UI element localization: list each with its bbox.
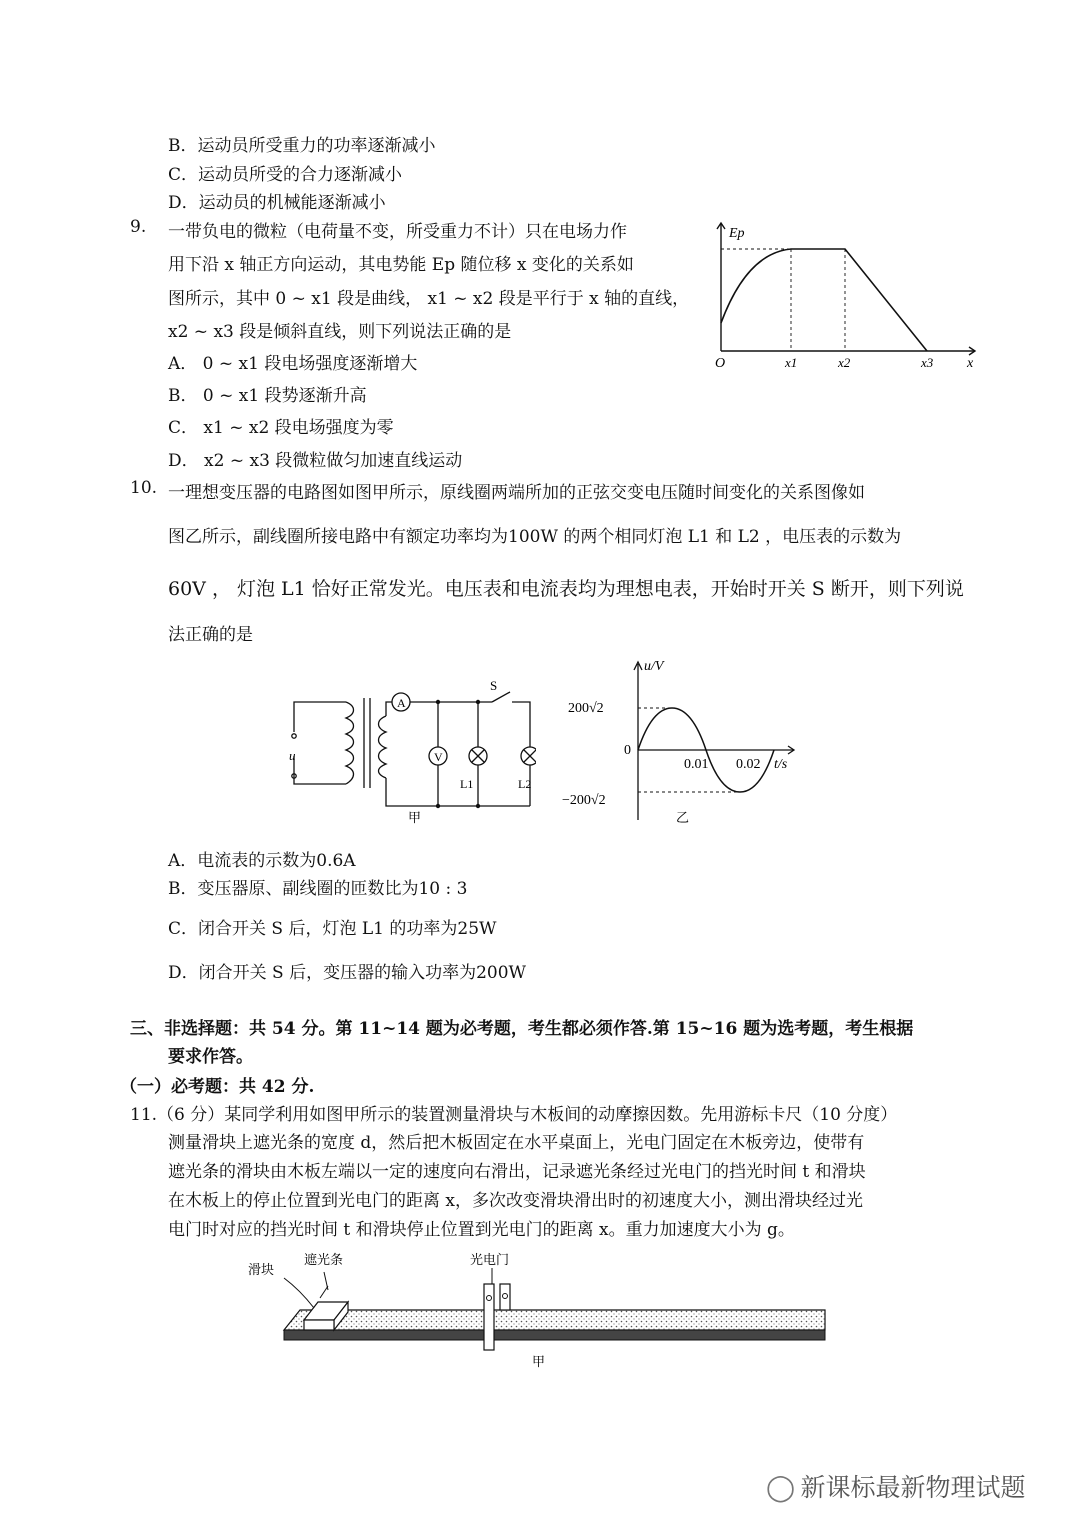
q9-line2: 用下沿 x 轴正方向运动，其电势能 Ep 随位移 x 变化的关系如 [168,255,634,275]
circuit-u-label: u [289,748,296,763]
q11-line1: 11.（6 分）某同学利用如图甲所示的装置测量滑块与木板间的动摩擦因数。先用游标卡尺（10 分度） [130,1105,898,1125]
q10-option-a: A．电流表的示数为0.6A [168,851,356,871]
q9-number: 9. [130,217,147,237]
q9-graph-ylabel: Ep [729,226,745,241]
ammeter-symbol: A [397,696,406,710]
lamp-l2-label: L2 [518,777,532,791]
wave-t1: 0.01 [684,757,709,772]
q9-graph-tick-x2: x2 [838,355,851,370]
section3-heading-line2: 要求作答。 [168,1047,253,1067]
q9-option-c: C． x1 ~ x2 段电场强度为零 [168,418,394,438]
q11-line5: 电门时对应的挡光时间 t 和滑块停止位置到光电门的距离 x。重力加速度大小为 g。 [168,1220,795,1240]
q8-option-c: C．运动员所受的合力逐渐减小 [168,165,403,185]
q11-line4: 在木板上的停止位置到光电门的距离 x，多次改变滑块滑出时的初速度大小，测出滑块经过光 [168,1191,863,1211]
q10-line1: 一理想变压器的电路图如图甲所示，原线圈两端所加的正弦交变电压随时间变化的关系图像如 [168,483,865,503]
wave-t2: 0.02 [736,757,761,772]
q9-ep-graph [705,215,985,370]
q11-apparatus-figure [240,1250,830,1370]
q9-graph-tick-x1: x1 [785,355,798,370]
strip-label: 遮光条 [304,1252,344,1267]
q9-graph-tick-x3: x3 [921,355,934,370]
q9-line1: 一带负电的微粒（电荷量不变，所受重力不计）只在电场力作 [168,222,627,242]
wave-ymin: −200√2 [562,793,606,808]
circuit-caption: 甲 [408,810,422,825]
voltmeter-symbol: V [434,750,443,764]
watermark [766,1468,1026,1504]
section3-heading-line1: 三、非选择题：共 54 分。第 11~14 题为必考题，考生都必须作答.第 15~16 题为选考题，考生根据 [130,1019,914,1039]
q8-option-d: D．运动员的机械能逐渐减小 [168,193,386,213]
q10-option-b: B．变压器原、副线圈的匝数比为10 : 3 [168,879,468,899]
wave-ymax: 200√2 [568,701,604,716]
q9-option-a: A． 0 ~ x1 段电场强度逐渐增大 [168,354,418,374]
q10-line2: 图乙所示，副线圈所接电路中有额定功率均为100W 的两个相同灯泡 L1 和 L2 ，电压表的示数为 [168,527,902,547]
q9-graph-xlabel: x [967,356,974,370]
q9-graph-origin: O [715,356,726,370]
wave-ylabel: u/V [644,659,664,674]
chat-bubble-icon: ◯ [766,1473,796,1503]
section3-subheading: （一）必考题：共 42 分. [120,1077,315,1097]
q11-line3: 遮光条的滑块由木板左端以一定的速度向右滑出，记录遮光条经过光电门的挡光时间 t 和滑块 [168,1162,866,1182]
q11-line2: 测量滑块上遮光条的宽度 d，然后把木板固定在水平桌面上，光电门固定在木板旁边，使带有 [168,1133,865,1153]
q8-option-b: B．运动员所受重力的功率逐渐减小 [168,136,436,156]
q10-circuit-diagram [284,676,536,826]
photogate-label: 光电门 [470,1252,510,1267]
q10-option-c: C．闭合开关 S 后，灯泡 L1 的功率为25W [168,919,497,939]
watermark-text: 新课标最新物理试题 [800,1473,1026,1502]
q10-line3: 60V ， 灯泡 L1 恰好正常发光。电压表和电流表均为理想电表，开始时开关 S 断开，则下列说 [168,578,964,600]
apparatus-caption: 甲 [532,1354,546,1369]
q10-voltage-graph [560,656,800,828]
switch-label: S [490,678,498,693]
wave-xlabel: t/s [774,757,788,772]
q10-line4: 法正确的是 [168,625,253,645]
q9-line4: x2 ~ x3 段是倾斜直线，则下列说法正确的是 [168,322,512,342]
wave-caption: 乙 [676,810,690,825]
q10-number: 10. [130,478,158,498]
lamp-l1-label: L1 [460,777,474,791]
q9-option-d: D． x2 ~ x3 段微粒做匀加速直线运动 [168,451,463,471]
q9-line3: 图所示，其中 0 ~ x1 段是曲线， x1 ~ x2 段是平行于 x 轴的直线， [168,289,690,309]
slider-label: 滑块 [248,1262,275,1277]
q10-option-d: D．闭合开关 S 后，变压器的输入功率为200W [168,963,527,983]
q9-option-b: B． 0 ~ x1 段势逐渐升高 [168,386,367,406]
wave-zero: 0 [624,743,631,758]
